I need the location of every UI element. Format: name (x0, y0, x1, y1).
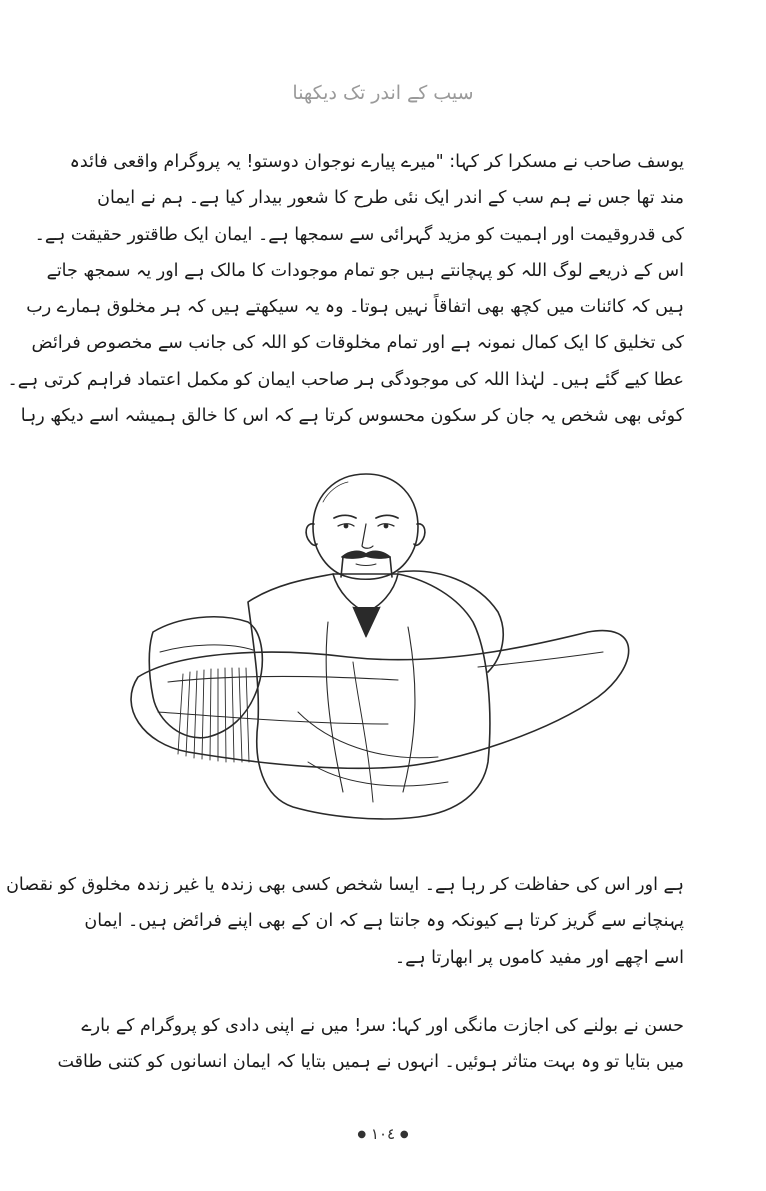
bullet-icon: ● (399, 1129, 409, 1140)
paragraph-3 (57, 1008, 684, 1081)
paragraph-line: عطا کیے گئے ہیں۔ لہٰذا اللہ کی موجودگی ہر صاحب ایمان کو مکمل اعتماد فراہم کرتی ہے۔ (7, 369, 684, 390)
page-number-text: ١٠٤ (370, 1125, 396, 1143)
paragraph-line: کوئی بھی شخص یہ جان کر سکون محسوس کرتا ہے کہ اس کا خالق ہمیشہ اسے دیکھ رہا (20, 406, 684, 427)
paragraph-line: میں بتایا تو وہ بہت متاثر ہوئیں۔ انہوں نے ہمیں بتایا کہ ایمان انسانوں کو کتنی طاقت (57, 1052, 684, 1073)
bullet-icon: ● (357, 1129, 367, 1140)
page-number (0, 1125, 766, 1143)
paragraph-line: حسن نے بولنے کی اجازت مانگی اور کہا: سر! میں نے اپنی دادی کو پروگرام کے بارے (81, 1016, 684, 1036)
paragraph-line: مند تھا جس نے ہم سب کے اندر ایک نئی طرح کا شعور بیدار کیا ہے۔ ہم نے ایمان (97, 188, 684, 209)
paragraph-line: اس کے ذریعے لوگ اللہ کو پہچانتے ہیں جو تمام موجودات کا مالک ہے اور یہ سمجھ جاتے (46, 260, 684, 281)
paragraph-line: یوسف صاحب نے مسکرا کر کہا: "میرے پیارے نوجوان دوستو! یہ پروگرام واقعی فائدہ (69, 152, 684, 172)
running-head: سیب کے اندر تک دیکھنا (292, 82, 474, 104)
paragraph-line: پہنچانے سے گریز کرتا ہے کیونکہ وہ جانتا ہے کہ ان کے بھی اپنے فرائض ہیں۔ ایمان (84, 911, 684, 932)
paragraph-2 (6, 867, 684, 976)
paragraph-line: کی قدروقیمت اور اہمیت کو مزید گہرائی سے سمجھا ہے۔ ایمان ایک طاقتور حقیقت ہے۔ (34, 224, 684, 245)
paragraph-line: ہے اور اس کی حفاظت کر رہا ہے۔ ایسا شخص کسی بھی زندہ یا غیر زندہ مخلوق کو نقصان (6, 875, 684, 895)
paragraph-line: اسے اچھے اور مفید کاموں پر ابھارتا ہے۔ (394, 947, 684, 968)
illustration-man-with-seed-icon (98, 462, 638, 850)
paragraph-line: کی تخلیق کا ایک کمال نمونہ ہے اور تمام مخلوقات کو اللہ کی جانب سے مخصوص فرائض (31, 333, 684, 354)
paragraph-1 (7, 144, 684, 434)
paragraph-line: ہیں کہ کائنات میں کچھ بھی اتفاقاً نہیں ہوتا۔ وہ یہ سیکھتے ہیں کہ ہر مخلوق ہمارے رب (26, 297, 684, 318)
